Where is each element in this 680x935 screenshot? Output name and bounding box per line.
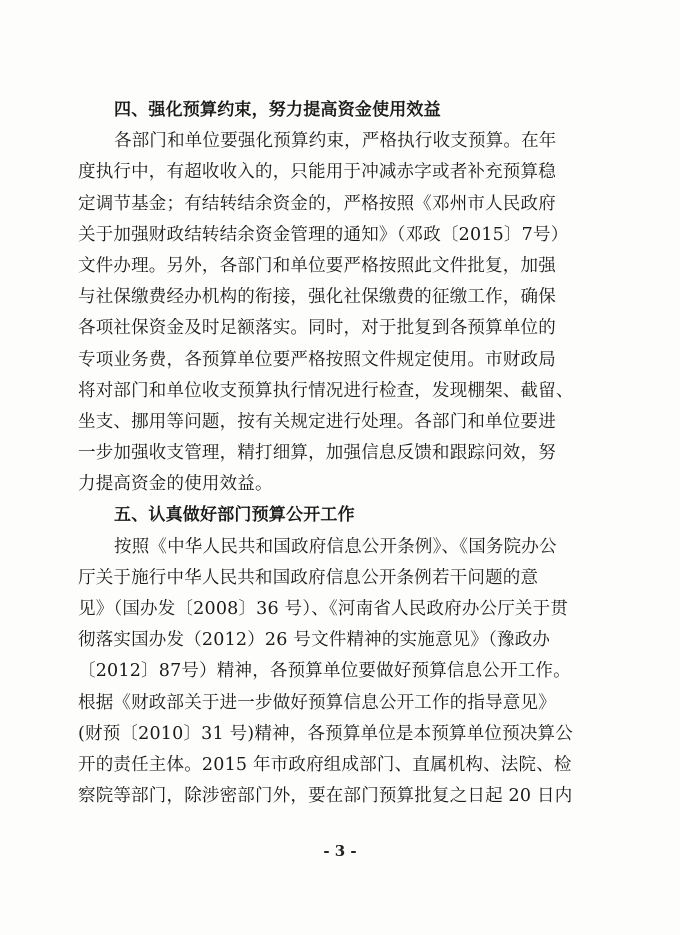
paragraph-line: 根据《财政部关于进一步做好预算信息公开工作的指导意见》: [78, 692, 556, 713]
paragraph-line: 彻落实国办发（2012）26 号文件精神的实施意见》（豫政办: [78, 630, 551, 651]
paragraph-line: (财预〔2010〕31 号)精神，各预算单位是本预算单位预决算公: [78, 723, 573, 744]
section-4-heading: 四、强化预算约束，努力提高资金使用效益: [114, 100, 441, 120]
paragraph-line: 察院等部门，除涉密部门外，要在部门预算批复之日起 20 日内: [78, 786, 573, 807]
paragraph-line: 力提高资金的使用效益。: [78, 474, 273, 495]
paragraph-line: 度执行中，有超收收入的，只能用于冲减赤字或者补充预算稳: [78, 162, 556, 183]
page-number: - 3 -: [323, 842, 357, 860]
paragraph-line: 各部门和单位要强化预算约束，严格执行收支预算。在年: [114, 131, 557, 152]
paragraph-line: 将对部门和单位收支预算执行情况进行检查，发现棚架、截留、: [78, 380, 574, 401]
paragraph-line: 专项业务费，各预算单位要严格按照文件规定使用。市财政局: [78, 349, 556, 370]
paragraph-line: 与社保缴费经办机构的衔接，强化社保缴费的征缴工作，确保: [78, 287, 556, 308]
paragraph-line: 坐支、挪用等问题，按有关规定进行处理。各部门和单位要进: [78, 411, 556, 432]
paragraph-line: 文件办理。另外，各部门和单位要严格按照此文件批复，加强: [78, 255, 556, 276]
paragraph-line: 关于加强财政结转结余资金管理的通知》（邓政〔2015〕7号）: [78, 224, 569, 245]
paragraph-line: 定调节基金；有结转结余资金的，严格按照《邓州市人民政府: [78, 193, 556, 214]
paragraph-line: 开的责任主体。2015 年市政府组成部门、直属机构、法院、检: [78, 754, 572, 775]
section-5-heading: 五、认真做好部门预算公开工作: [114, 505, 355, 526]
document-body: [78, 95, 618, 812]
paragraph-line: 见》（国办发〔2008〕36 号）、《河南省人民政府办公厅关于贯: [78, 599, 569, 619]
paragraph-line: 按照《中华人民共和国政府信息公开条例》、《国务院办公: [114, 536, 557, 557]
paragraph-line: 一步加强收支管理，精打细算，加强信息反馈和跟踪问效，努: [78, 443, 556, 464]
paragraph-line: 〔2012〕87号）精神，各预算单位要做好预算信息公开工作。: [78, 661, 571, 682]
paragraph-line: 各项社保资金及时足额落实。同时，对于批复到各预算单位的: [78, 318, 556, 339]
paragraph-line: 厅关于施行中华人民共和国政府信息公开条例若干问题的意: [78, 567, 539, 588]
